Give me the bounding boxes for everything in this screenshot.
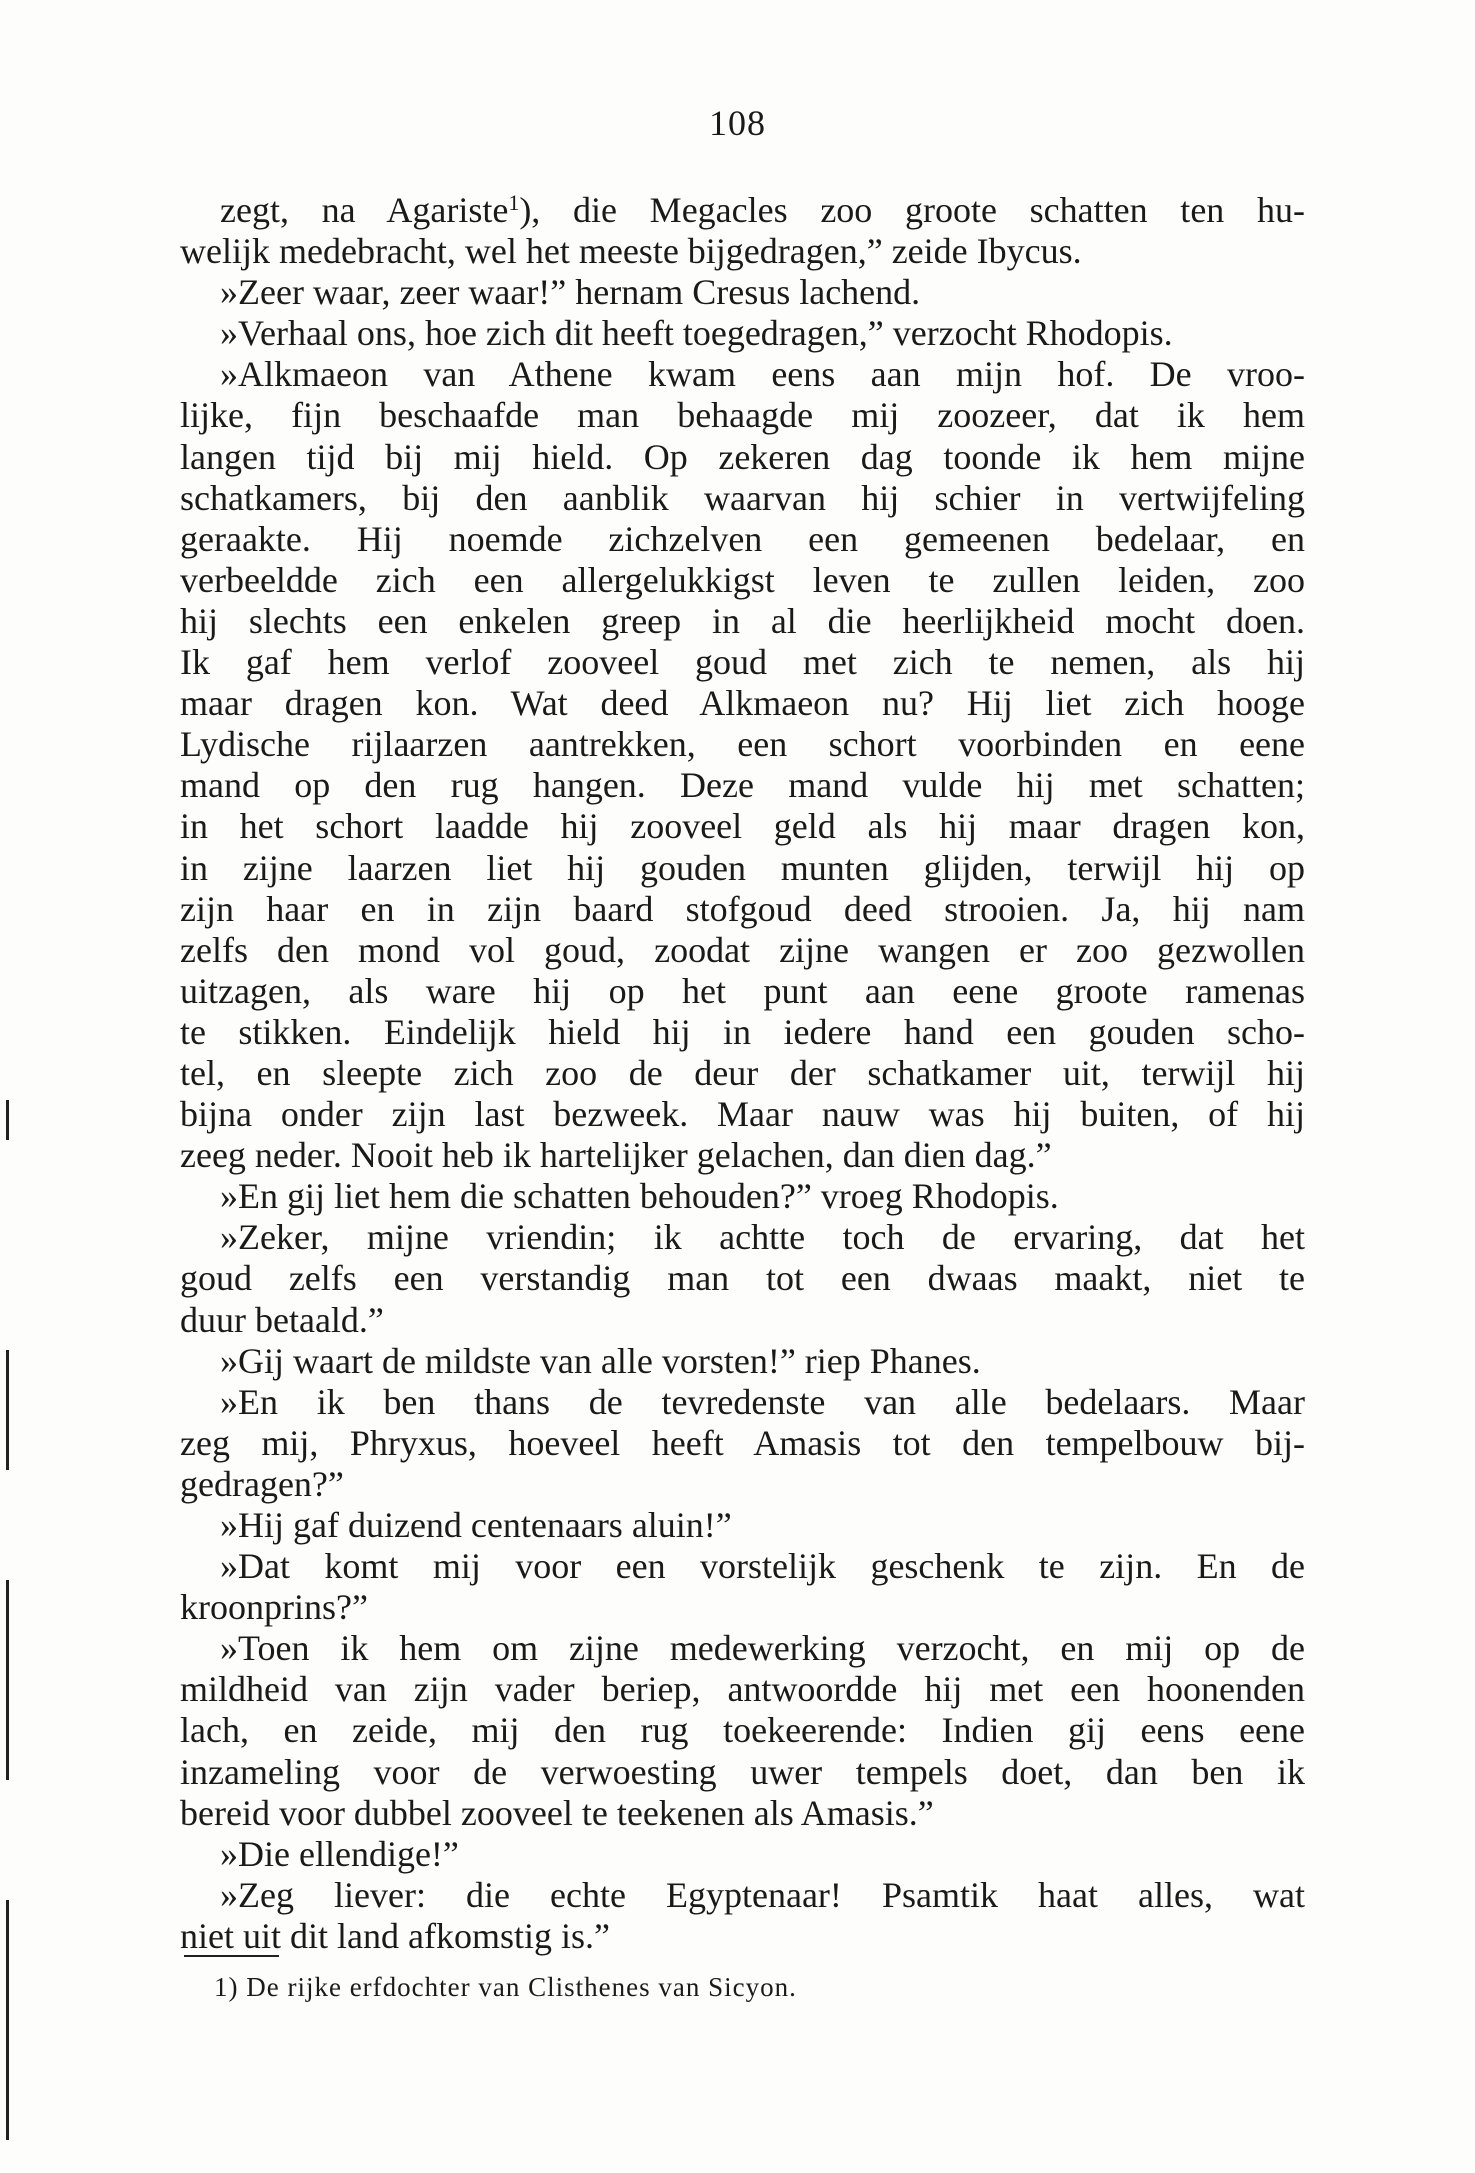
text-line: langen tijd bij mij hield. Op zekeren dag toonde ik hem mijne <box>180 436 1305 477</box>
text-line: »Zeer waar, zeer waar!” hernam Cresus lachend. <box>220 272 921 313</box>
text-line: »Zeg liever: die echte Egyptenaar! Psamtik haat alles, wat <box>220 1874 1305 1915</box>
text-line: Lydische rijlaarzen aantrekken, een schort voorbinden en eene <box>180 724 1305 765</box>
text-line: bijna onder zijn last bezweek. Maar nauw was hij buiten, of hij <box>180 1094 1305 1135</box>
text-line: »En gij liet hem die schatten behouden?” vroeg Rhodopis. <box>220 1176 1059 1217</box>
text-line: »Die ellendige!” <box>220 1833 459 1874</box>
text-line: zeeg neder. Nooit heb ik hartelijker gelachen, dan dien dag.” <box>180 1135 1052 1176</box>
text-line: te stikken. Eindelijk hield hij in iedere hand een gouden scho- <box>180 1011 1305 1052</box>
text-line: »Toen ik hem om zijne medewerking verzocht, en mij op de <box>220 1628 1305 1669</box>
text-line: »Hij gaf duizend centenaars aluin!” <box>220 1505 732 1545</box>
scan-edge-mark <box>6 1900 9 2140</box>
text-line: zijn haar en in zijn baard stofgoud deed strooien. Ja, hij nam <box>180 888 1305 929</box>
text-line: Ik gaf hem verlof zooveel goud met zich te nemen, als hij <box>180 642 1305 683</box>
scan-edge-mark <box>6 1350 9 1470</box>
text-line: bereid voor dubbel zooveel te teekenen als Amasis.” <box>180 1792 934 1833</box>
footnote: 1) De rijke erfdochter van Clisthenes van Sicyon. <box>214 1972 797 2002</box>
text-line: mildheid van zijn vader beriep, antwoordde hij met een hoonenden <box>180 1669 1305 1710</box>
text-line: hij slechts een enkelen greep in al die heerlijkheid mocht doen. <box>180 600 1305 641</box>
text-line: lijke, fijn beschaafde man behaagde mij zoozeer, dat ik hem <box>180 395 1305 436</box>
text-line: uitzagen, als ware hij op het punt aan eene groote ramenas <box>180 970 1305 1011</box>
text-line: gedragen?” <box>180 1463 344 1504</box>
page-number: 108 <box>709 103 766 143</box>
footnote-divider <box>184 1955 279 1957</box>
text-line: geraakte. Hij noemde zichzelven een gemeenen bedelaar, en <box>180 518 1305 559</box>
text-line: zeg mij, Phryxus, hoeveel heeft Amasis tot den tempelbouw bij- <box>180 1422 1305 1463</box>
text-line: mand op den rug hangen. Deze mand vulde hij met schatten; <box>180 765 1305 806</box>
text-line: niet uit dit land afkomstig is.” <box>180 1915 610 1956</box>
text-line: »Gij waart de mildste van alle vorsten!” riep Phanes. <box>220 1340 981 1381</box>
text-line: »Alkmaeon van Athene kwam eens aan mijn hof. De vroo- <box>220 354 1305 395</box>
text-line: lach, en zeide, mij den rug toekeerende: Indien gij eens eene <box>180 1710 1305 1751</box>
text-line: schatkamers, bij den aanblik waarvan hij schier in vertwijfeling <box>180 477 1305 518</box>
text-line: in het schort laadde hij zooveel geld als hij maar dragen kon, <box>180 806 1305 847</box>
text-line: kroonprins?” <box>180 1587 368 1628</box>
scan-edge-mark <box>6 1100 9 1140</box>
body-text <box>180 190 1305 1957</box>
text-line: verbeeldde zich een allergelukkigst leven te zullen leiden, zoo <box>180 559 1305 600</box>
footnote-reference: 1 <box>508 190 520 215</box>
text-line: »Zeker, mijne vriendin; ik achtte toch de ervaring, dat het <box>220 1217 1305 1258</box>
text-line: tel, en sleepte zich zoo de deur der schatkamer uit, terwijl hij <box>180 1052 1305 1093</box>
text-line: »Verhaal ons, hoe zich dit heeft toegedragen,” verzocht Rhodopis. <box>220 313 1173 354</box>
text-line: zelfs den mond vol goud, zoodat zijne wangen er zoo gezwollen <box>180 929 1305 970</box>
text-line: duur betaald.” <box>180 1299 384 1340</box>
text-line: »Dat komt mij voor een vorstelijk geschenk te zijn. En de <box>220 1546 1305 1587</box>
text-line: zegt, na Agariste$^1$), die Megacles zoo groote schatten ten hu- <box>220 190 1305 230</box>
text-line: in zijne laarzen liet hij gouden munten glijden, terwijl hij op <box>180 847 1305 888</box>
text-line: maar dragen kon. Wat deed Alkmaeon nu? Hij liet zich hooge <box>180 683 1305 724</box>
text-line: inzameling voor de verwoesting uwer tempels doet, dan ben ik <box>180 1751 1305 1792</box>
text-line: goud zelfs een verstandig man tot een dwaas maakt, niet te <box>180 1258 1305 1299</box>
scan-edge-mark <box>6 1580 9 1780</box>
text-line: »En ik ben thans de tevredenste van alle bedelaars. Maar <box>220 1381 1305 1422</box>
text-line: welijk medebracht, wel het meeste bijgedragen,” zeide Ibycus. <box>180 231 1082 272</box>
